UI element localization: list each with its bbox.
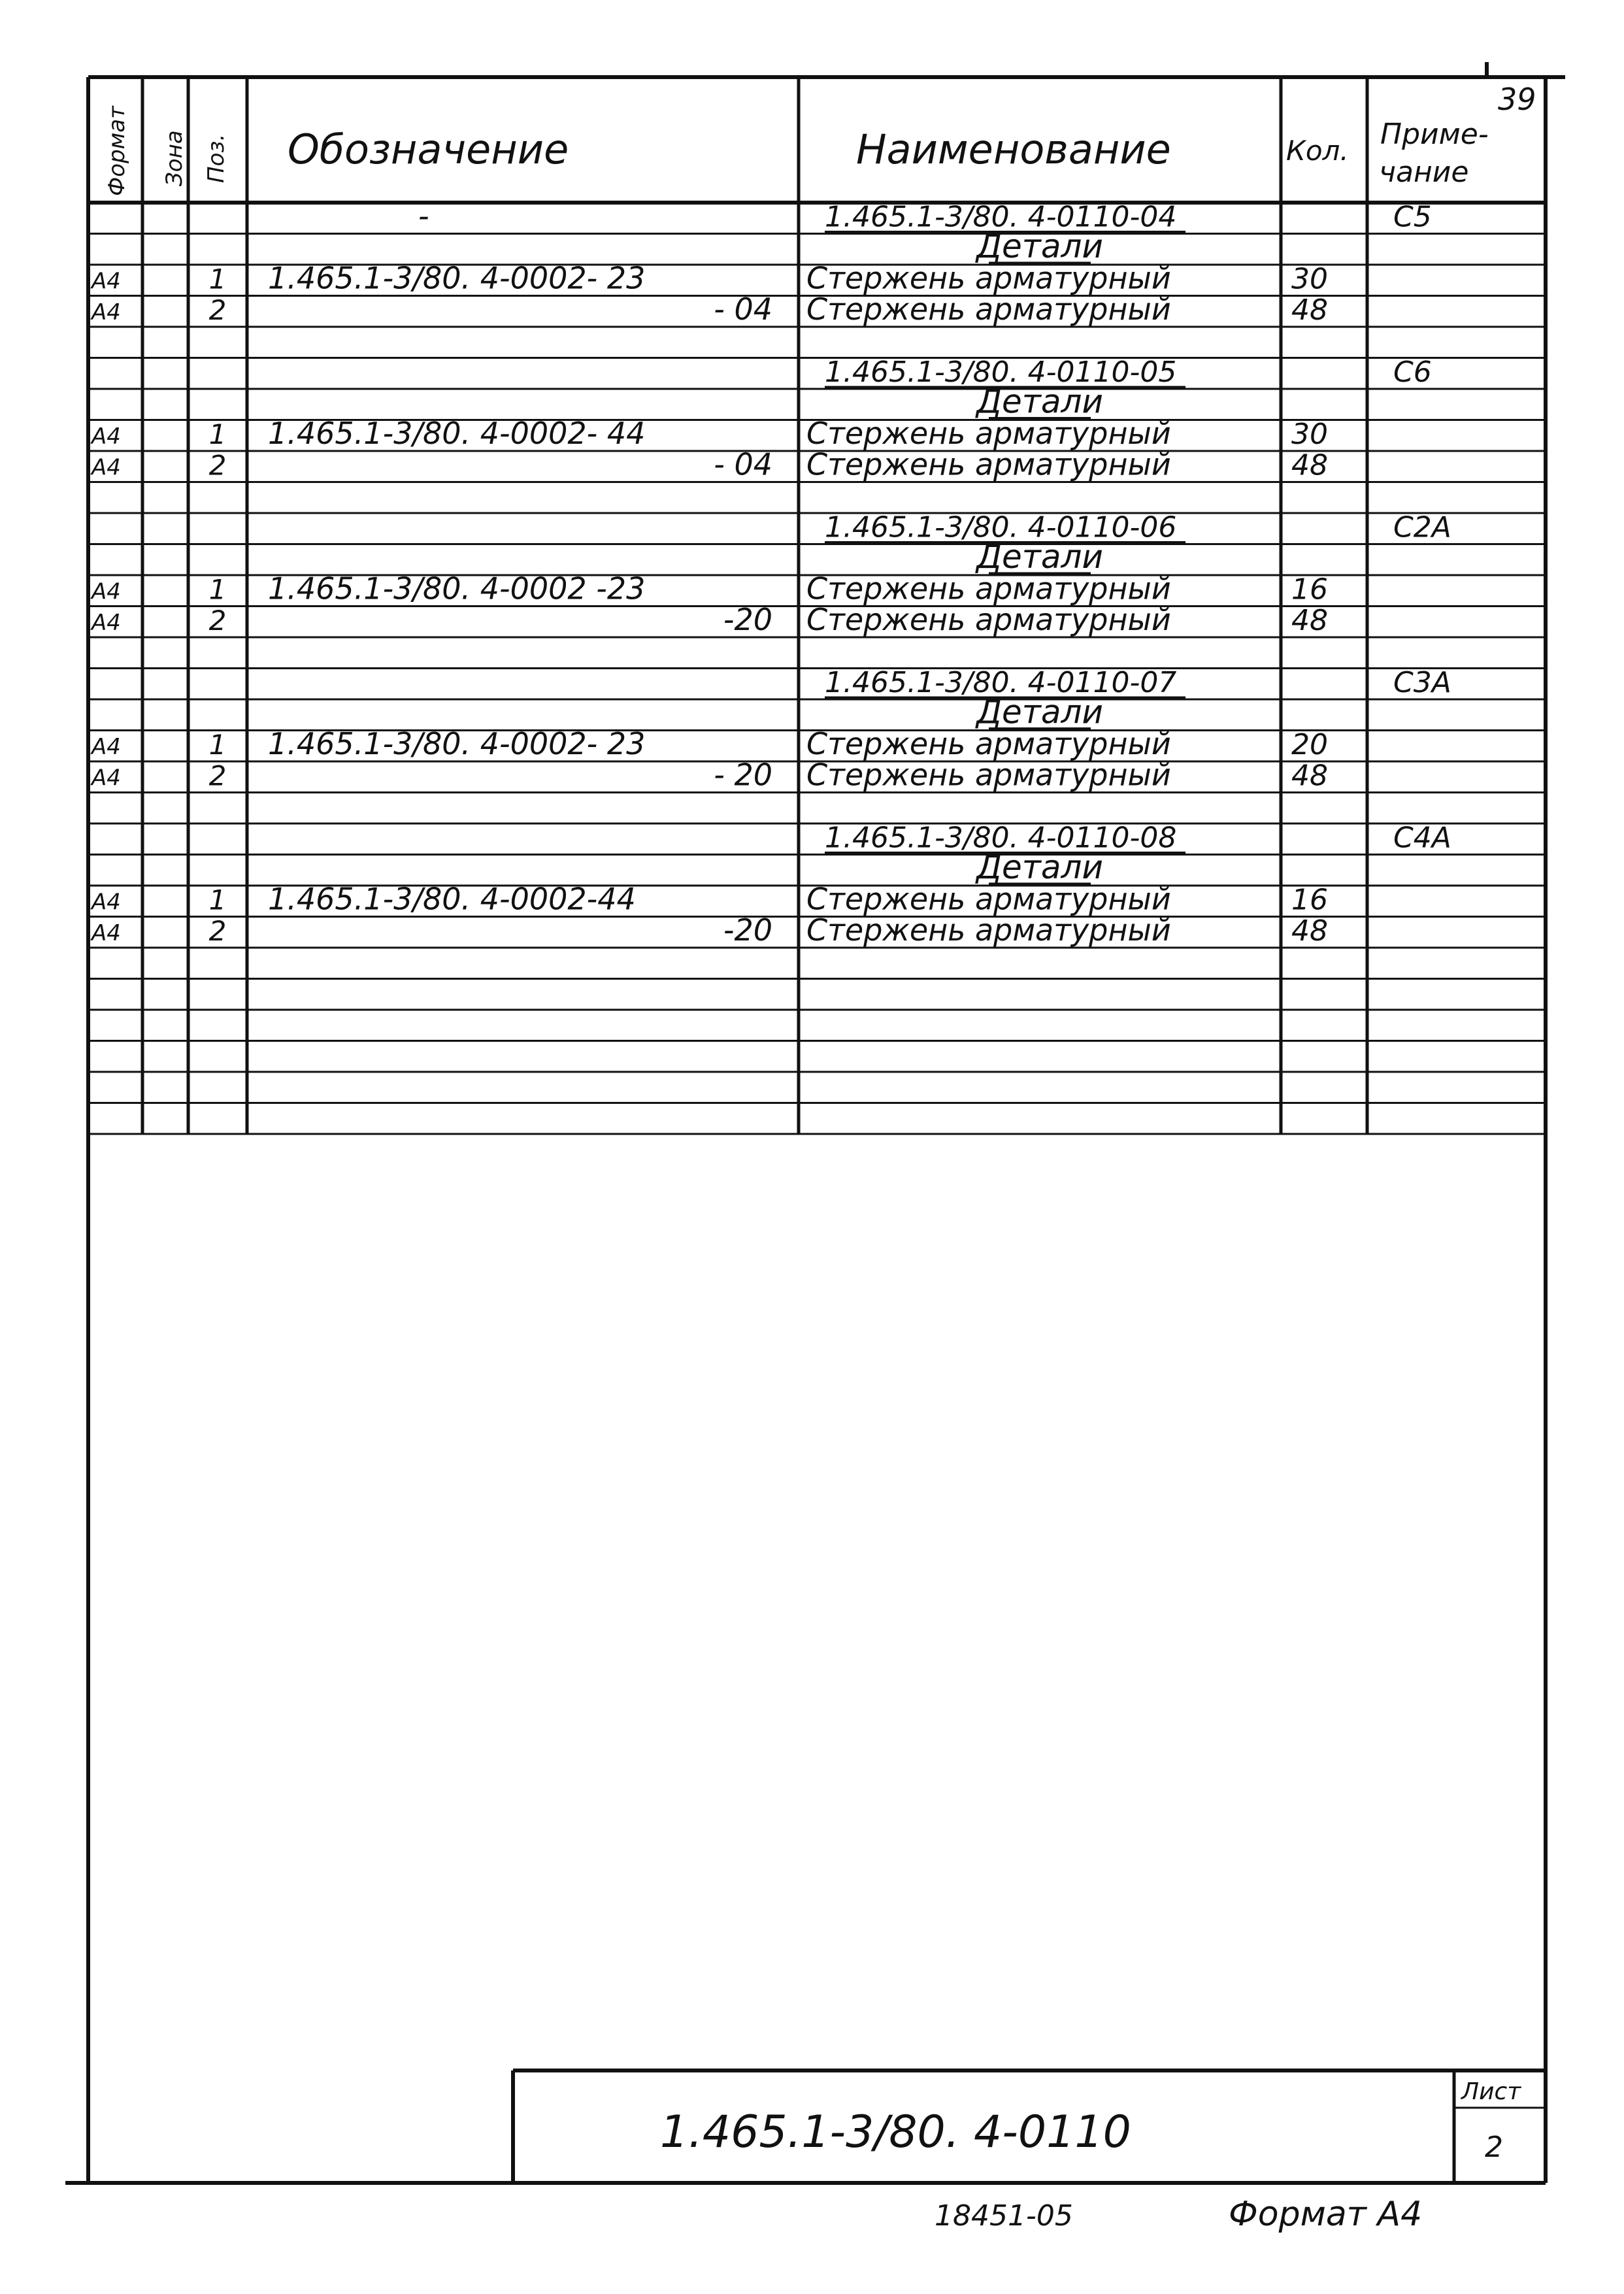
cell-quantity: 48 [1291,914,1328,948]
cell-quantity: 20 [1291,728,1328,761]
cell-designation: 1.465.1-3/80. 4-0002 -23 [268,571,646,607]
cell-quantity: 48 [1291,759,1328,793]
cell-format: А4 [91,299,121,325]
assembly-designation: 1.465.1-3/80. 4-0110-06 [825,510,1177,544]
header-pos: Поз. [203,133,229,183]
section-title: Детали [976,382,1104,421]
cell-note: С4А [1393,821,1451,855]
cell-designation: 1.465.1-3/80. 4-0002- 23 [268,260,646,296]
section-title: Детали [976,848,1104,886]
assembly-designation: 1.465.1-3/80. 4-0110-04 [825,200,1177,234]
section-title: Детали [976,538,1104,576]
cell-position: 1 [208,263,227,295]
cell-format: А4 [91,734,121,760]
cell-note: С2А [1393,510,1451,544]
header-designation: Обозначение [288,125,569,173]
cell-position: 1 [208,418,227,450]
cell-format: А4 [91,268,121,295]
cell-note: С5 [1393,200,1432,234]
cell-quantity: 48 [1291,604,1328,637]
cell-position: 1 [208,884,227,916]
cell-format: А4 [91,610,121,636]
cell-note: С3А [1393,666,1451,699]
header-format: Формат [104,106,130,196]
section-title: Детали [976,227,1104,265]
table-row [975,538,1103,576]
cell-format: А4 [91,889,121,916]
cell-name: Стержень арматурный [806,757,1171,793]
cell-designation: - 20 [714,757,772,793]
document-code: 1.465.1-3/80. 4-0110 [660,2106,1131,2158]
format-text: Формат А4 [1229,2195,1423,2234]
cell-position: 2 [208,605,227,637]
cell-note: С6 [1393,356,1432,389]
cell-name: Стержень арматурный [806,602,1171,637]
cell-designation: - 04 [714,291,772,327]
copy-stamp: 18451-05 [935,2199,1073,2233]
table-row [975,848,1103,886]
cell-quantity: 16 [1291,573,1328,607]
cell-format: А4 [91,424,121,450]
cell-name: Стержень арматурный [806,726,1171,761]
cell-name: Стержень арматурный [806,260,1171,296]
cell-position: 1 [208,573,227,606]
page-number: 39 [1498,82,1536,117]
cell-name: Стержень арматурный [806,416,1171,451]
cell-name: Стержень арматурный [806,912,1171,948]
sheet-label: Лист [1461,2078,1521,2105]
cell-designation: 1.465.1-3/80. 4-0002-44 [268,881,636,917]
cell-name: Стержень арматурный [806,291,1171,327]
cell-designation: - 04 [714,446,772,482]
cell-name: Стержень арматурный [806,881,1171,917]
cell-designation: -20 [723,912,772,948]
cell-name: Стержень арматурный [806,571,1171,607]
cell-designation: 1.465.1-3/80. 4-0002- 23 [268,726,646,761]
cell-designation: 1.465.1-3/80. 4-0002- 44 [268,416,646,451]
header-note-line2: чание [1379,156,1469,189]
cell-format: А4 [91,578,121,605]
cell-name: Стержень арматурный [806,446,1171,482]
table-row [975,383,1103,421]
cell-quantity: 30 [1291,262,1328,296]
cell-position: 1 [208,729,227,761]
cell-designation: - [418,198,429,234]
cell-position: 2 [208,449,227,482]
section-title: Детали [976,693,1104,731]
assembly-designation: 1.465.1-3/80. 4-0110-07 [825,666,1177,699]
cell-format: А4 [91,765,121,791]
cell-quantity: 48 [1291,293,1328,327]
cell-quantity: 30 [1291,418,1328,451]
table-row [975,693,1103,731]
cell-position: 2 [208,294,227,326]
cell-format: А4 [91,920,121,946]
assembly-designation: 1.465.1-3/80. 4-0110-05 [825,356,1177,389]
cell-format: А4 [91,454,121,481]
cell-position: 2 [208,915,227,947]
assembly-designation: 1.465.1-3/80. 4-0110-08 [825,821,1177,855]
sheet-number: 2 [1485,2131,1503,2164]
header-zone: Зона [161,130,188,186]
header-qty: Кол. [1286,135,1349,167]
header-note-line1: Приме- [1380,118,1489,151]
cell-designation: -20 [723,602,772,637]
table-row [975,227,1103,265]
header-name: Наименование [856,125,1171,173]
cell-quantity: 48 [1291,448,1328,482]
cell-quantity: 16 [1291,883,1328,917]
cell-position: 2 [208,759,227,792]
